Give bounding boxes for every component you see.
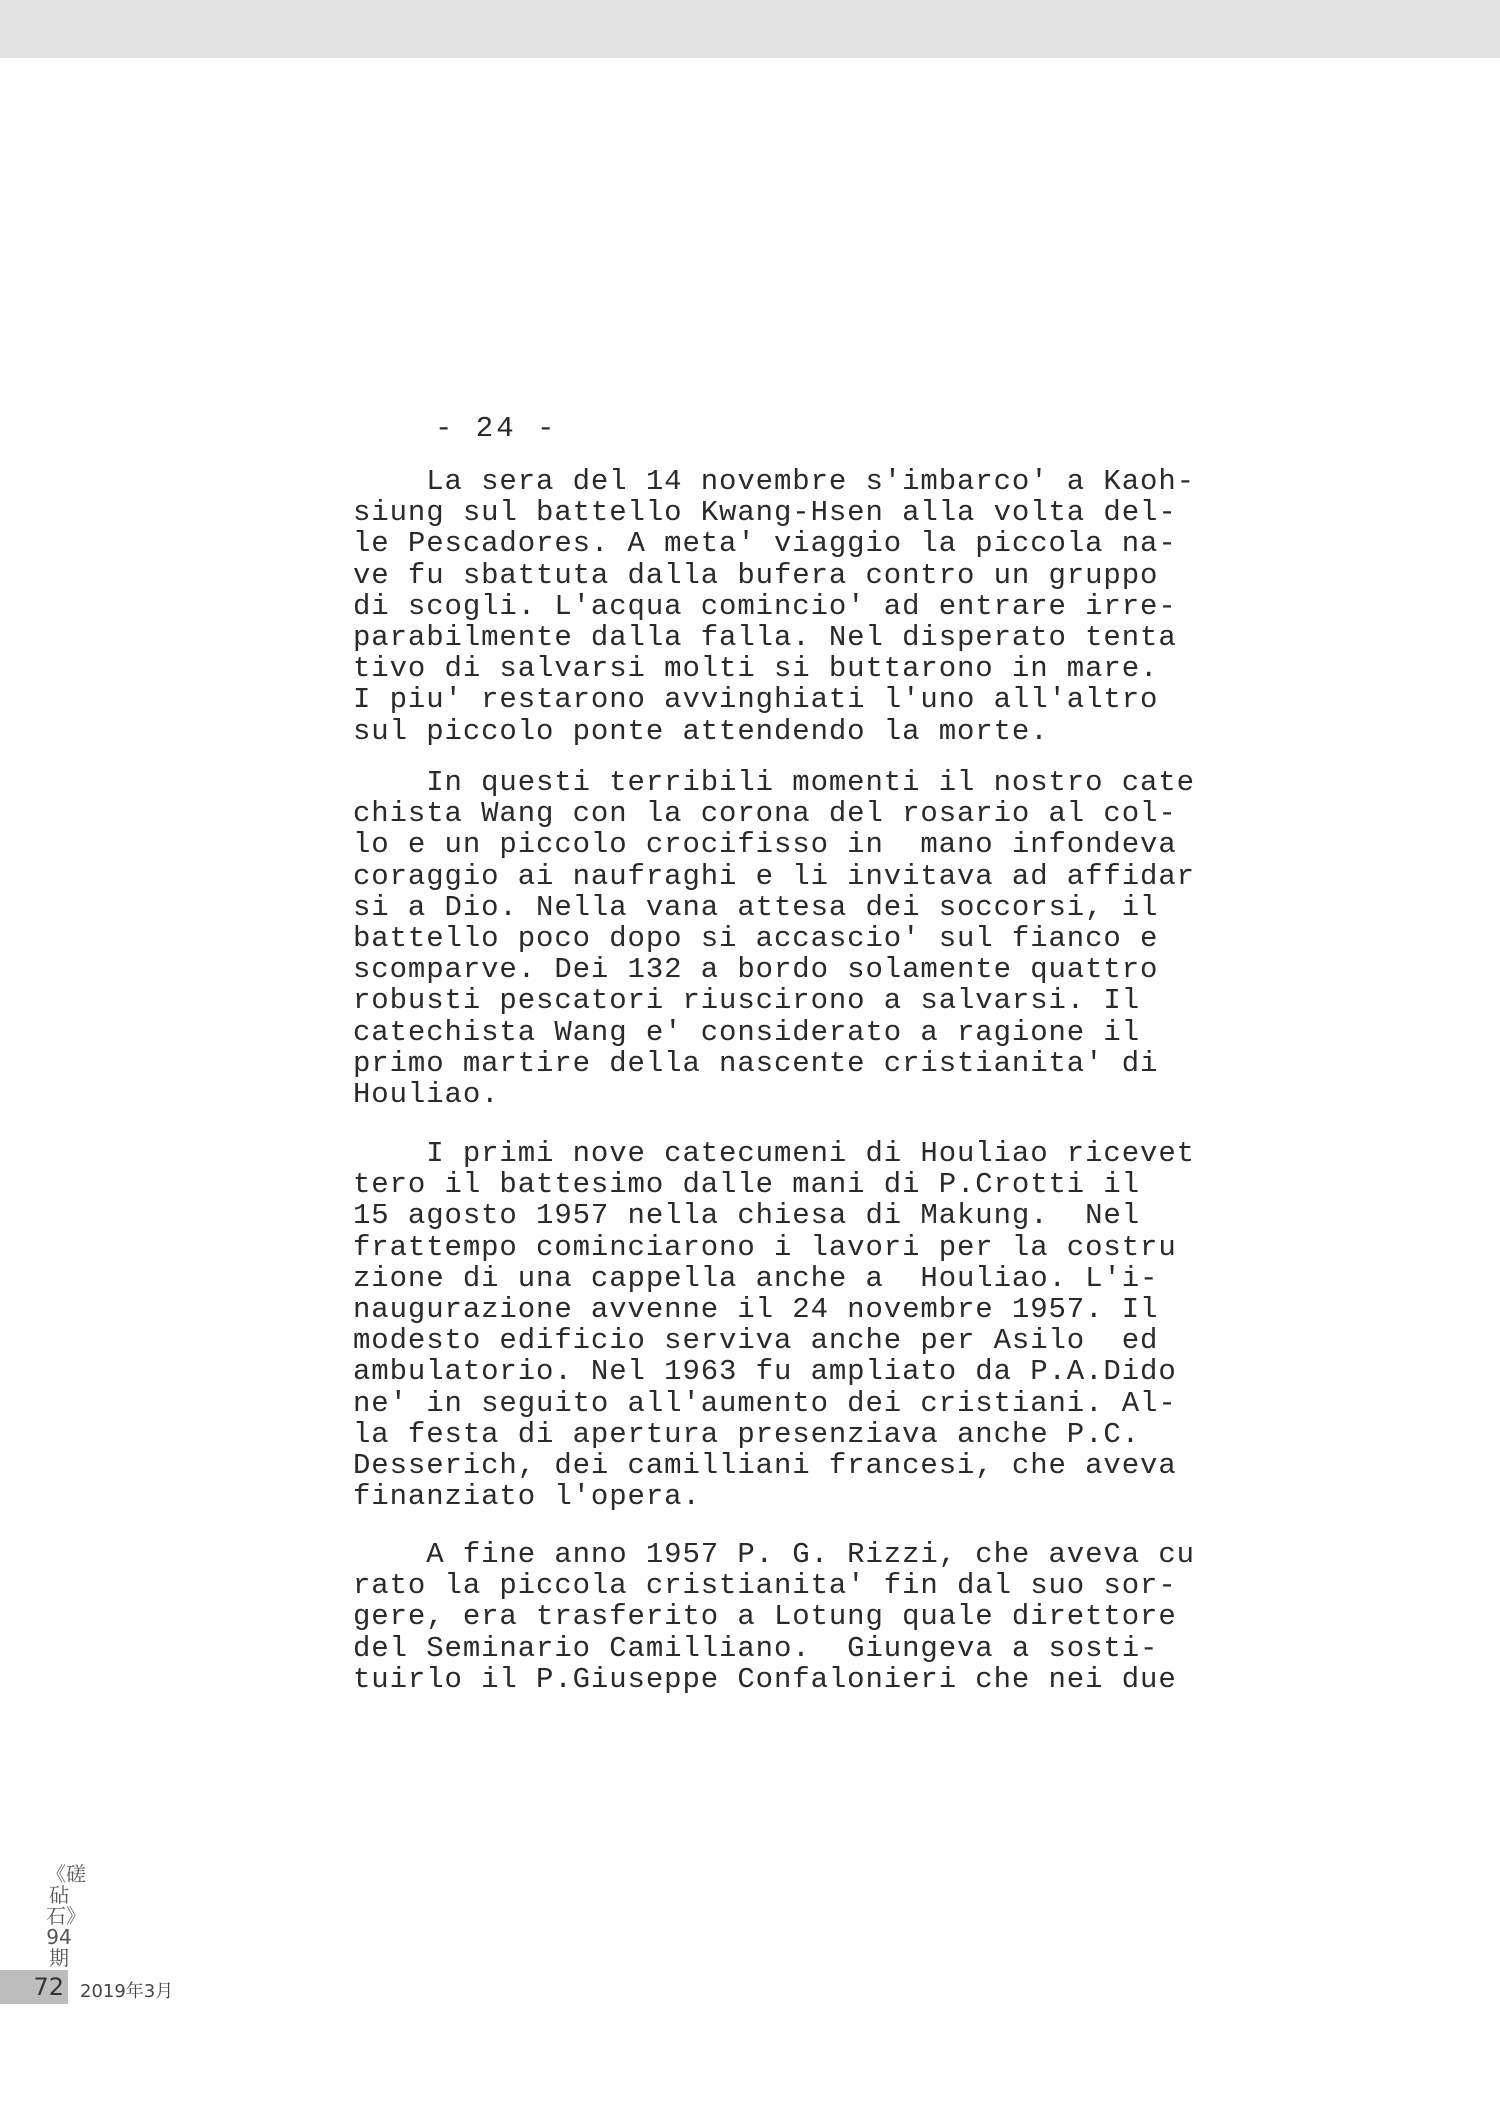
text-line: coraggio ai naufraghi e li invitava ad affidar	[353, 859, 1195, 893]
paragraph-3	[353, 1138, 1195, 1512]
text-line: scomparve. Dei 132 a bordo solamente quattro	[353, 953, 1159, 987]
text-line: rato la piccola cristianita' fin dal suo sor-	[353, 1569, 1177, 1603]
text-line: modesto edificio serviva anche per Asilo ed	[353, 1324, 1159, 1358]
text-line: catechista Wang e' considerato a ragione il	[353, 1015, 1141, 1049]
scan-top-border	[0, 0, 1500, 58]
text-line: sul piccolo ponte attendendo la morte.	[353, 714, 1049, 748]
text-line: si a Dio. Nella vana attesa dei soccorsi, il	[353, 890, 1159, 924]
text-line: Desserich, dei camilliani francesi, che aveva	[353, 1448, 1177, 1482]
page-number: - 24 -	[435, 412, 558, 445]
text-line: la festa di apertura presenziava anche P.C.	[353, 1417, 1141, 1451]
text-line: chista Wang con la corona del rosario al col-	[353, 797, 1177, 831]
folio-number: 72	[0, 1970, 68, 2004]
text-line: La sera del 14 novembre s'imbarco' a Kaoh-	[353, 465, 1195, 498]
text-line: tivo di salvarsi molti si buttarono in mare.	[353, 652, 1159, 686]
text-line: parabilmente dalla falla. Nel disperato tenta	[353, 620, 1177, 654]
text-line: A fine anno 1957 P. G. Rizzi, che aveva cu	[353, 1538, 1195, 1571]
paragraph-1	[353, 466, 1195, 747]
text-line: di scogli. L'acqua comincio' ad entrare irre-	[353, 589, 1177, 623]
paragraph-4	[353, 1539, 1195, 1695]
text-line: frattempo cominciarono i lavori per la costru	[353, 1230, 1177, 1264]
text-line: robusti pescatori riuscirono a salvarsi. Il	[353, 984, 1141, 1018]
text-line: del Seminario Camilliano. Giungeva a sosti-	[353, 1631, 1159, 1665]
text-line: battello poco dopo si accascio' sul fianco e	[353, 921, 1159, 955]
text-line: tuirlo il P.Giuseppe Confalonieri che nei due	[353, 1662, 1177, 1696]
text-line: gere, era trasferito a Lotung quale direttore	[353, 1600, 1177, 1634]
text-line: In questi terribili momenti il nostro cate	[353, 766, 1195, 799]
text-line: ne' in seguito all'aumento dei cristiani. Al-	[353, 1386, 1177, 1420]
issue-date: 2019年3月	[80, 1981, 174, 2002]
text-line: Houliao.	[353, 1077, 500, 1111]
text-line: I primi nove catecumeni di Houliao ricevet	[353, 1137, 1195, 1170]
text-line: finanziato l'opera.	[353, 1480, 701, 1514]
text-line: I piu' restarono avvinghiati l'uno all'altro	[353, 683, 1159, 717]
text-line: primo martire della nascente cristianita' di	[353, 1046, 1159, 1080]
text-line: siung sul battello Kwang-Hsen alla volta del-	[353, 496, 1177, 530]
text-line: naugurazione avvenne il 24 novembre 1957. Il	[353, 1292, 1159, 1326]
text-line: zione di una cappella anche a Houliao. L'i-	[353, 1261, 1159, 1295]
text-line: 15 agosto 1957 nella chiesa di Makung. Nel	[353, 1199, 1141, 1233]
text-line: ambulatorio. Nel 1963 fu ampliato da P.A.Dido	[353, 1355, 1177, 1389]
text-line: lo e un piccolo crocifisso in mano infondeva	[353, 828, 1177, 862]
journal-title-vertical: 《磋砧石》94期	[46, 1862, 86, 1970]
paragraph-2	[353, 767, 1195, 1110]
text-line: tero il battesimo dalle mani di P.Crotti il	[353, 1168, 1141, 1202]
text-line: ve fu sbattuta dalla bufera contro un gruppo	[353, 558, 1159, 592]
text-line: le Pescadores. A meta' viaggio la piccola na-	[353, 527, 1177, 561]
